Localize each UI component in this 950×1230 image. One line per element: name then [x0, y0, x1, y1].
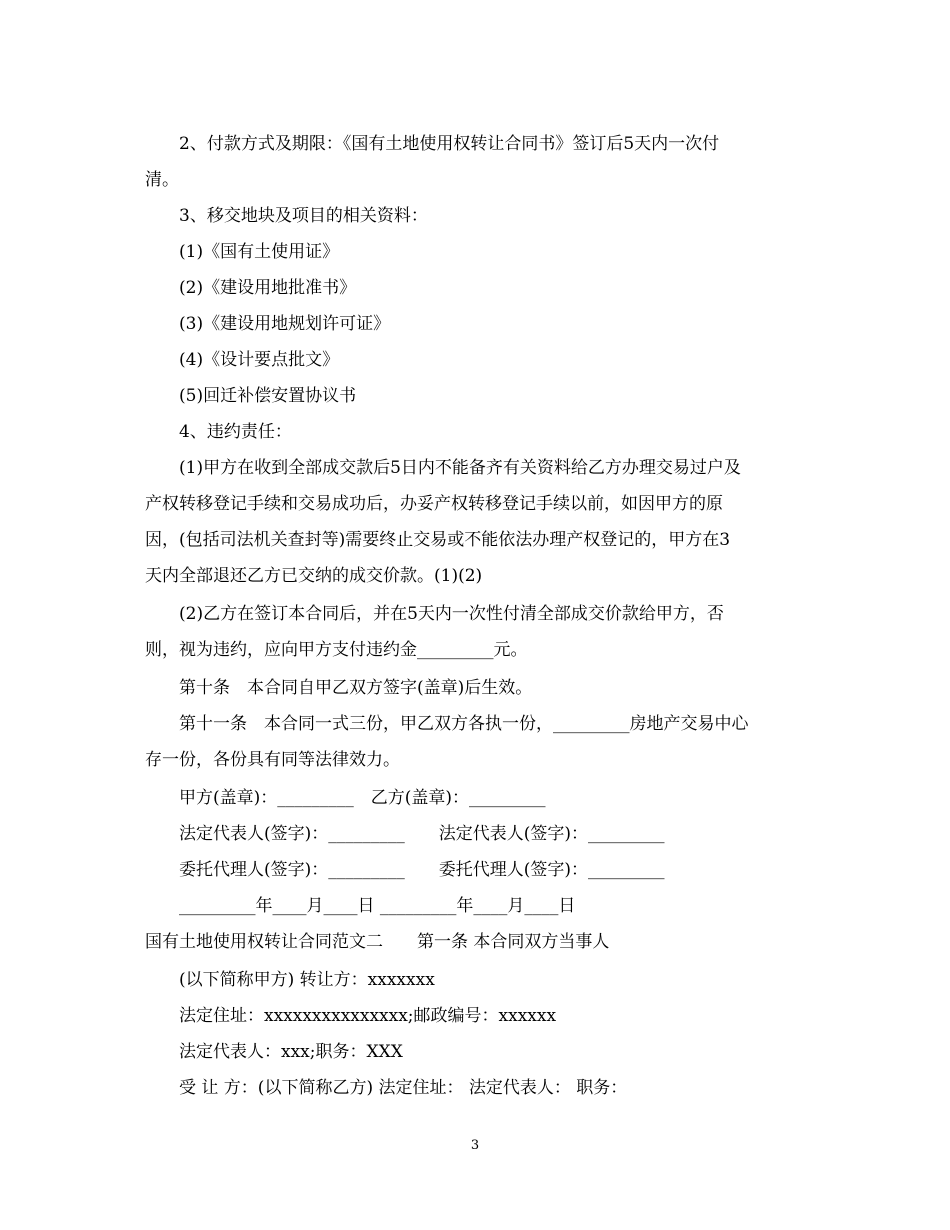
paragraph-line: (4)《设计要点批文》 [145, 350, 340, 370]
paragraph-line: (3)《建设用地规划许可证》 [145, 314, 391, 334]
paragraph-line: (2)《建设用地批准书》 [145, 278, 357, 298]
signature-line: 委托代理人(签字)：_________ 委托代理人(签字)：_________ [145, 860, 665, 880]
signature-line: 法定代表人(签字)：_________ 法定代表人(签字)：_________ [145, 824, 665, 844]
paragraph-line: (1)《国有土使用证》 [145, 242, 340, 262]
date-line: _________年____月____日 _________年____月____日 [145, 896, 576, 916]
page-number: 3 [470, 1138, 480, 1153]
paragraph-line: 清。 [145, 170, 179, 190]
paragraph-line: 第十一条 本合同一式三份，甲乙双方各执一份，_________房地产交易中心 [145, 714, 749, 734]
paragraph-line: (2)乙方在签订本合同后，并在5天内一次性付清全部成交价款给甲方，否 [145, 604, 724, 624]
paragraph-line: 4、违约责任： [145, 422, 292, 442]
paragraph-line: 法定住址：xxxxxxxxxxxxxxx;邮政编号：xxxxxx [145, 1006, 557, 1026]
paragraph-line: 因，(包括司法机关查封等)需要终止交易或不能依法办理产权登记的，甲方在3 [145, 530, 731, 550]
paragraph-line: (1)甲方在收到全部成交款后5日内不能备齐有关资料给乙方办理交易过户及 [145, 458, 741, 478]
paragraph-line: 产权转移登记手续和交易成功后，办妥产权转移登记手续以前，如因甲方的原 [145, 494, 723, 514]
paragraph-line: 2、付款方式及期限：《国有土地使用权转让合同书》签订后5天内一次付 [145, 134, 720, 154]
paragraph-line: 存一份，各份具有同等法律效力。 [145, 750, 400, 770]
signature-line: 甲方(盖章)：_________ 乙方(盖章)：_________ [145, 788, 546, 808]
paragraph-line: 法定代表人：xxx;职务：XXX [145, 1042, 403, 1062]
paragraph-line: 第十条 本合同自甲乙双方签字(盖章)后生效。 [145, 678, 533, 698]
section-heading: 国有土地使用权转让合同范文二 第一条 本合同双方当事人 [145, 932, 610, 952]
paragraph-line: 则，视为违约，应向甲方支付违约金_________元。 [145, 640, 528, 660]
paragraph-line: 3、移交地块及项目的相关资料： [145, 206, 428, 226]
paragraph-line: 天内全部退还乙方已交纳的成交价款。(1)(2) [145, 566, 483, 586]
paragraph-line: (以下简称甲方) 转让方：xxxxxxx [145, 970, 435, 990]
paragraph-line: 受 让 方：(以下简称乙方) 法定住址： 法定代表人： 职务： [145, 1078, 628, 1098]
paragraph-line: (5)回迁补偿安置协议书 [145, 386, 357, 406]
